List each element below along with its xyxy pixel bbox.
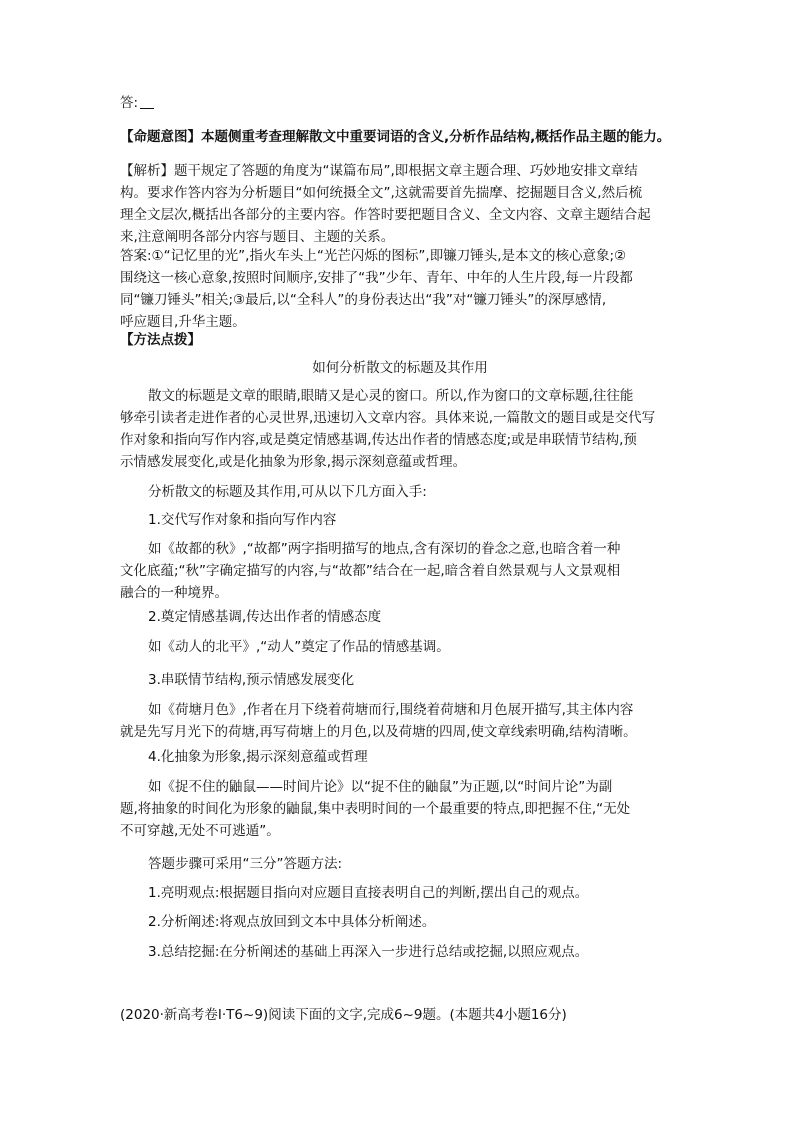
intent-paragraph [120, 126, 680, 148]
aspects-intro: 分析散文的标题及其作用,可从以下几方面入手: [148, 484, 427, 500]
steps-intro: 答题步骤可采用“三分”答题方法: [148, 856, 343, 872]
step-item: 1.亮明观点:根据题目指向对应题目直接表明自己的判断,摆出自己的观点。 [148, 885, 589, 901]
point-body [120, 636, 680, 658]
section-title: 如何分析散文的标题及其作用 [312, 360, 488, 376]
intro-line: 散文的标题是文章的眼睛,眼睛又是心灵的窗口。所以,作为窗口的文章标题,往往能 [148, 388, 634, 404]
point-heading: 4.化抽象为形象,揭示深刻意蕴或哲理 [148, 749, 368, 765]
analysis-line: 【解析】题干规定了答题的角度为“谋篇布局”,即根据文章主题合理、巧妙地安排文章结 [120, 163, 638, 179]
question-citation: (2020·新高考卷Ⅰ·T6~9)阅读下面的文字,完成6~9题。(本题共4小题16分) [120, 1007, 567, 1023]
answer-line: 答案:①“记忆里的光”,指火车头上“光芒闪烁的图标”,即镰刀锤头,是本文的核心意象;② [120, 248, 627, 264]
point-line: 不可穿越,无处不可逃遁”。 [120, 823, 280, 839]
intro-line: 示情感发展变化,或是化抽象为形象,揭示深刻意蕴或哲理。 [120, 454, 467, 470]
intro-line: 够牵引读者走进作者的心灵世界,迅速切入文章内容。具体来说,一篇散文的题目或是交代写 [120, 410, 656, 426]
point-line: 就是先写月光下的荷塘,再写荷塘上的月色,以及荷塘的四周,使文章线索明确,结构清晰。 [120, 724, 637, 740]
step-item: 3.总结挖掘:在分析阐述的基础上再深入一步进行总结或挖掘,以照应观点。 [148, 944, 589, 960]
intro-paragraph [120, 385, 680, 473]
point-line: 文化底蕴;“秋”字确定描写的内容,与“故都”结合在一起,暗含着自然景观与人文景观相 [120, 563, 621, 579]
analysis-line: 构。要求作答内容为分析题目“如何统摄全文”,这就需要首先揣摩、挖掘题目含义,然后梳 [120, 185, 643, 201]
point-line: 如《荷塘月色》,作者在月下绕着荷塘而行,围绕着荷塘和月色展开描写,其主体内容 [148, 702, 634, 718]
answer-line: 同“镰刀锤头”相关;③最后,以“全科人”的身份表达出“我”对“镰刀锤头”的深厚感情, [120, 292, 607, 308]
point-line: 如《故都的秋》,“故都”两字指明描写的地点,含有深切的眷念之意,也暗含着一种 [148, 541, 621, 557]
point-heading: 3.串联情节结构,预示情感发展变化 [148, 672, 355, 688]
point-line: 如《动人的北平》,“动人”奠定了作品的情感基调。 [148, 639, 450, 655]
intent-line: 【命题意图】本题侧重考查理解散文中重要词语的含义,分析作品结构,概括作品主题的能力。 [120, 129, 671, 145]
analysis-line: 来,注意阐明各部分内容与题目、主题的关系。 [120, 229, 395, 245]
point-line: 融合的一种境界。 [120, 585, 228, 601]
point-heading: 2.奠定情感基调,传达出作者的情感态度 [148, 609, 382, 625]
step-item: 2.分析阐述:将观点放回到文本中具体分析阐述。 [148, 914, 436, 930]
point-body [120, 776, 680, 842]
point-body [120, 538, 680, 604]
method-heading: 【方法点拨】 [120, 332, 201, 348]
answer-line: 呼应题目,升华主题。 [120, 314, 246, 330]
answer-blank [140, 96, 154, 109]
intro-line: 作对象和指向写作内容,或是奠定情感基调,传达出作者的情感态度;或是串联情节结构,预 [120, 432, 637, 448]
point-line: 如《捉不住的鼬鼠——时间片论》以“捉不住的鼬鼠”为正题,以“时间片论”为副 [148, 779, 613, 795]
point-line: 题,将抽象的时间化为形象的鼬鼠,集中表明时间的一个最重要的特点,即把握不住,“无处 [120, 801, 631, 817]
analysis-line: 理全文层次,概括出各部分的主要内容。作答时要把题目含义、全文内容、文章主题结合起 [120, 207, 651, 223]
analysis-paragraph [120, 160, 680, 248]
answer-label: 答: [120, 92, 680, 114]
point-heading: 1.交代写作对象和指向写作内容 [148, 512, 337, 528]
answer-paragraph [120, 245, 680, 333]
answer-line: 围绕这一核心意象,按照时间顺序,安排了“我”少年、青年、中年的人生片段,每一片段都 [120, 270, 633, 286]
point-body [120, 699, 680, 743]
